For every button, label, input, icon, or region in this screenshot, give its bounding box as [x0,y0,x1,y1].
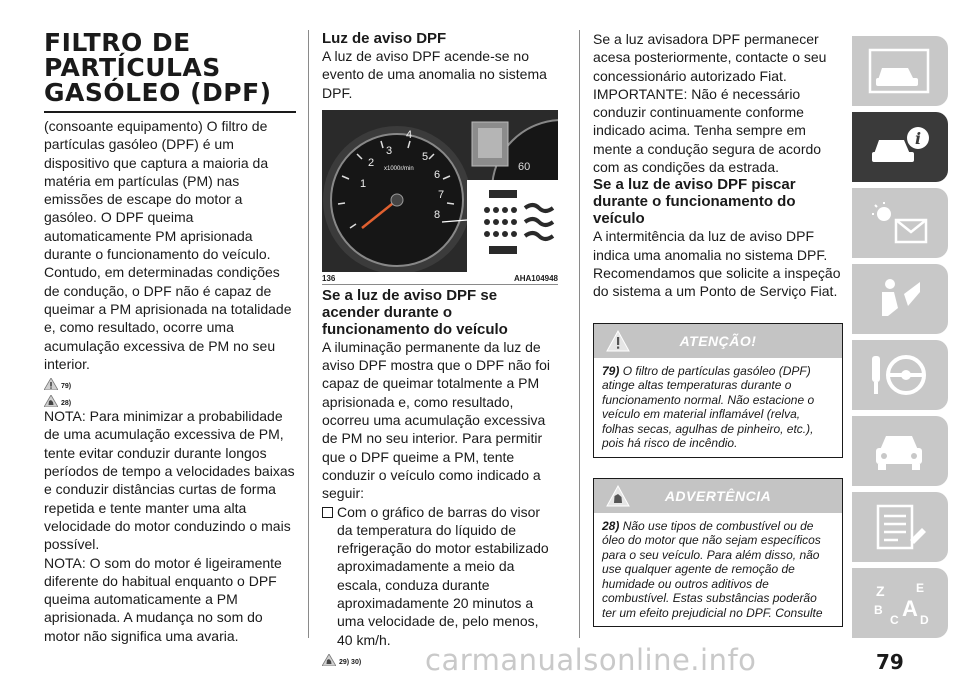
attention-box-title: ATENÇÃO! [679,332,757,349]
warning-reference [44,373,296,390]
caution-box-text: Não use tipos de combustível ou de óleo do motor que não sejam específicos para o seu veículo. Para além disso, não use qualquer agente de remoção de humidade ou outros aditivos de combustível. Estas substâncias poderão ter um efeito prejudicial no DPF. Consulte [602,518,823,620]
tab-dashboard[interactable] [852,36,948,106]
note-paragraph-2: NOTA: O som do motor é ligeiramente diferente do habitual enquanto o DPF queima automaticamente a PM aprisionada. A mudança no som do motor não significa uma avaria. [44,554,282,644]
tab-emergency[interactable] [852,416,948,486]
light-on-heading: Se a luz de aviso DPF se acender durante o funcionamento do veículo [322,286,508,338]
figure-code: AHA104948 [513,273,558,283]
attention-box-body [594,358,842,457]
dpf-warning-light-paragraph: A luz de aviso DPF acende-se no evento de uma anomalia no sistema DPF. [322,48,547,101]
tab-warning-lights[interactable] [852,188,948,258]
dpf-warning-light-heading: Luz de aviso DPF [322,30,447,47]
index-letter-c: C [890,613,899,626]
light-flashing-heading: Se a luz de aviso DPF piscar durante o funcionamento do veículo [593,176,796,228]
caution-reference [44,390,296,407]
attention-box-number: 79) [602,363,620,378]
instrument-cluster-illustration [322,110,558,272]
driving-instruction-bullet [322,503,558,649]
tach-label-7: 7 [438,188,445,201]
tach-label-2: 2 [368,156,375,169]
instrument-cluster-figure [322,110,558,272]
caution-ref-number: 28) [61,400,72,408]
speedo-label: 60 [518,160,531,173]
airbag-seat-icon [868,276,930,322]
attention-box [593,323,843,458]
index-letter-b: B [874,603,883,617]
section-title [44,30,296,105]
column-divider-2 [579,30,580,638]
tach-label-5: 5 [422,150,429,163]
figure-caption [322,274,558,285]
column-3 [593,30,843,627]
warning-lights-envelope-icon [868,200,930,246]
caution-box-title: ADVERTÊNCIA [664,487,772,504]
light-flashing-paragraph: A intermitência da luz de aviso DPF indica uma anomalia no sistema DPF. Recomendamos que solicite a inspeção do sistema a um Ponto de Serviço Fiat. [593,228,841,300]
contact-dealer-paragraph: Se a luz avisadora DPF permanecer acesa posteriormente, contacte o seu concessionário autorizado Fiat. IMPORTANTE: Não é necessário conduzir continuamente conforme indicado acima. Tenha sempre em mente a condução segura de acordo com as condições da estrada. [593,31,827,176]
index-letter-a: A [902,596,918,621]
bullet-square-icon [322,507,333,518]
index-letter-d: D [920,613,929,626]
light-on-paragraph: A iluminação permanente da luz de aviso DPF mostra que o DPF não foi capaz de queimar totalmente a PM aprisionada e, como resultado, ocorreu uma acumulação excessiva de PM no seu interior. Para permitir que o DPF queime a PM, tente conduzir o veículo como indicado a seguir: [322,338,550,502]
dpf-intro-paragraph: (consoante equipamento) O filtro de partículas gasóleo (DPF) é um dispositivo que captura a maioria da matéria em partículas (PM) nas emissões de escape do motor a gasóleo. O DPF queima automaticamente PM aprisionada durante o funcionamento do veículo. Contudo, em determinadas condições de condução, o DPF não é capaz de queimar a PM aprisionada na totalidade e, como resultado, ocorre uma acumulação excessiva de PM no seu interior. [44,118,292,372]
title-line-3: GASÓLEO (DPF) [44,78,272,107]
title-line-1: FILTRO DE [44,28,191,57]
caution-box-header [594,479,842,513]
note-paragraph-1: NOTA: Para minimizar a probabilidade de uma acumulação excessiva de PM, tente evitar conduzir durante longos períodos de tempo a velocidades baixas e conduzir distâncias curtas de forma repetida e tente manter uma alta velocidade do motor conduzindo o mais possível. [44,408,295,553]
index-letter-e: E [916,581,925,595]
caution-ref-numbers: 29) 30) [339,658,362,666]
page-number: 79 [876,650,904,674]
svg-text:i: i [915,129,922,148]
title-line-2: PARTÍCULAS [44,53,221,82]
caution-box-number: 28) [602,518,620,533]
warning-ref-number: 79) [61,383,72,391]
tach-label-8: 8 [434,208,441,221]
attention-box-text: O filtro de partículas gasóleo (DPF) atinge altas temperaturas durante o funcionamento normal. Não estacione o veículo em material inflamável (relva, folhas secas, agulhas de pinheiro, etc.), pois há risco de incêndio. [602,363,815,451]
tab-starting-driving[interactable] [852,340,948,410]
car-dashboard-icon [868,48,930,94]
steering-wheel-key-icon [868,352,930,398]
tach-label-6: 6 [434,168,441,181]
column-1 [44,30,296,645]
caution-hand-icon [44,395,58,407]
tab-maintenance[interactable] [852,492,948,562]
tach-label-1: 1 [360,177,367,190]
tach-label-4: 4 [406,128,413,141]
caution-hand-icon [322,654,336,666]
index-letter-z: Z [876,583,885,599]
driving-instruction-text: Com o gráfico de barras do visor da temperatura do líquido de refrigeração do motor estabilizado aproximadamente a meio da escala, conduza durante aproximadamente 20 minutos a uma velocidade de, pelo menos, 40 km/h. [337,503,549,648]
car-info-icon [868,124,930,170]
tach-unit-label: x1000r/min [384,165,414,172]
figure-number: 136 [322,273,336,283]
dpf-symbol-callout [467,180,558,272]
warning-triangle-icon [44,378,58,390]
car-front-icon [868,428,930,474]
watermark: carmanualsonline.info [425,643,757,677]
attention-box-header [594,324,842,358]
caution-box [593,478,843,628]
maintenance-list-icon [868,504,930,550]
title-underline [44,111,296,113]
tab-index[interactable] [852,568,948,638]
caution-box-body [594,513,842,627]
tab-safety[interactable] [852,264,948,334]
tach-label-3: 3 [386,144,393,157]
tab-car-info[interactable] [852,112,948,182]
column-2 [322,30,558,666]
column-divider-1 [308,30,309,638]
alphabetical-index-icon [868,580,930,626]
